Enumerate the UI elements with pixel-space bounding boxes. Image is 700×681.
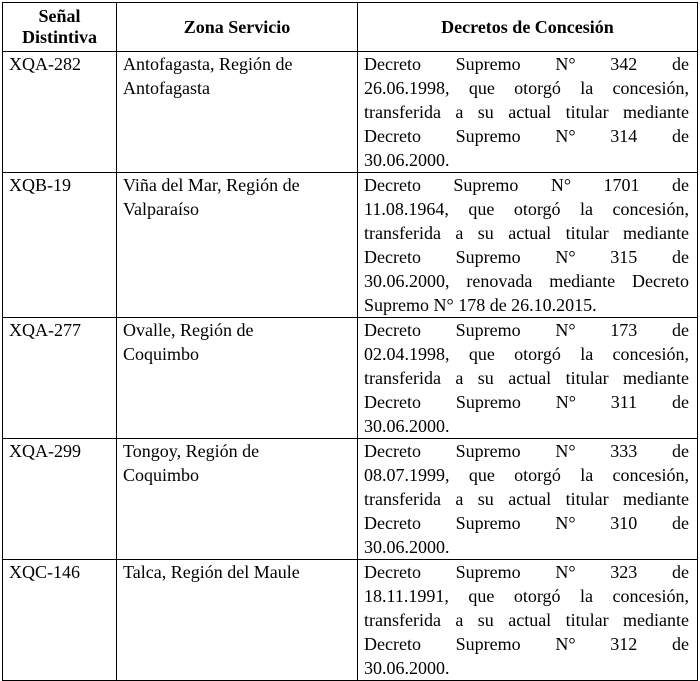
zone-line: Antofagasta, Región de xyxy=(123,54,293,74)
header-signal-line1: Señal xyxy=(38,6,81,26)
zone-cell xyxy=(117,52,358,173)
decree-line: 26.06.1998, que otorgó la concesión, xyxy=(364,78,689,98)
decree-cell xyxy=(358,318,698,439)
decree-line: Decreto Supremo N° 342 de xyxy=(364,54,689,74)
signal-cell xyxy=(3,173,117,318)
signal-text: XQA-299 xyxy=(9,441,81,461)
decree-line: Decreto Supremo N° 312 de xyxy=(364,634,689,654)
signal-text: XQA-277 xyxy=(9,320,81,340)
signal-cell xyxy=(3,52,117,173)
zone-line: Talca, Región del Maule xyxy=(123,562,300,582)
decree-cell xyxy=(358,560,698,681)
decree-line: Decreto Supremo N° 1701 de xyxy=(364,175,689,195)
signal-cell xyxy=(3,439,117,560)
decree-line: transferida a su actual titular mediante xyxy=(364,223,689,243)
zone-line: Ovalle, Región de xyxy=(123,320,254,340)
decree-line: 30.06.2000. xyxy=(364,150,450,170)
decree-cell xyxy=(358,439,698,560)
signal-text: XQB-19 xyxy=(9,175,71,195)
zone-line: Antofagasta xyxy=(123,78,210,98)
table-row xyxy=(3,318,698,439)
decree-line: transferida a su actual titular mediante xyxy=(364,368,689,388)
decree-line: 18.11.1991, que otorgó la concesión, xyxy=(364,586,689,606)
table-row xyxy=(3,560,698,681)
table-row xyxy=(3,439,698,560)
header-signal xyxy=(3,3,117,52)
zone-line: Tongoy, Región de xyxy=(123,441,260,461)
header-row xyxy=(3,3,698,52)
decree-line: transferida a su actual titular mediante xyxy=(364,610,689,630)
decree-line: transferida a su actual titular mediante xyxy=(364,102,689,122)
decree-line: Decreto Supremo N° 333 de xyxy=(364,441,689,461)
decree-line: 30.06.2000. xyxy=(364,537,450,557)
decree-line: Decreto Supremo N° 314 de xyxy=(364,126,689,146)
decree-line: 30.06.2000. xyxy=(364,416,450,436)
decree-cell xyxy=(358,173,698,318)
header-signal-line2: Distintiva xyxy=(21,27,97,47)
decree-line: Decreto Supremo N° 173 de xyxy=(364,320,689,340)
zone-line: Valparaíso xyxy=(123,199,199,219)
table-row xyxy=(3,173,698,318)
zone-cell xyxy=(117,439,358,560)
table-row xyxy=(3,52,698,173)
signal-cell xyxy=(3,560,117,681)
decree-line: Supremo N° 178 de 26.10.2015. xyxy=(364,295,597,315)
decree-line: 30.06.2000. xyxy=(364,658,450,678)
zone-cell xyxy=(117,318,358,439)
decree-line: Decreto Supremo N° 310 de xyxy=(364,513,689,533)
decree-line: Decreto Supremo N° 315 de xyxy=(364,247,689,267)
signal-text: XQC-146 xyxy=(9,562,80,582)
signal-text: XQA-282 xyxy=(9,54,81,74)
zone-cell xyxy=(117,560,358,681)
header-zone: Zona Servicio xyxy=(117,3,358,52)
decree-line: 08.07.1999, que otorgó la concesión, xyxy=(364,465,689,485)
decree-line: transferida a su actual titular mediante xyxy=(364,489,689,509)
decree-line: Decreto Supremo N° 323 de xyxy=(364,562,689,582)
header-decrees: Decretos de Concesión xyxy=(358,3,698,52)
decree-line: 11.08.1964, que otorgó la concesión, xyxy=(364,199,689,219)
signal-cell xyxy=(3,318,117,439)
zone-line: Coquimbo xyxy=(123,344,200,364)
concessions-table xyxy=(2,2,698,681)
zone-cell xyxy=(117,173,358,318)
zone-line: Viña del Mar, Región de xyxy=(123,175,300,195)
decree-line: 02.04.1998, que otorgó la concesión, xyxy=(364,344,689,364)
decree-line: Decreto Supremo N° 311 de xyxy=(364,392,689,412)
decree-cell xyxy=(358,52,698,173)
decree-line: 30.06.2000, renovada mediante Decreto xyxy=(364,271,689,291)
zone-line: Coquimbo xyxy=(123,465,200,485)
